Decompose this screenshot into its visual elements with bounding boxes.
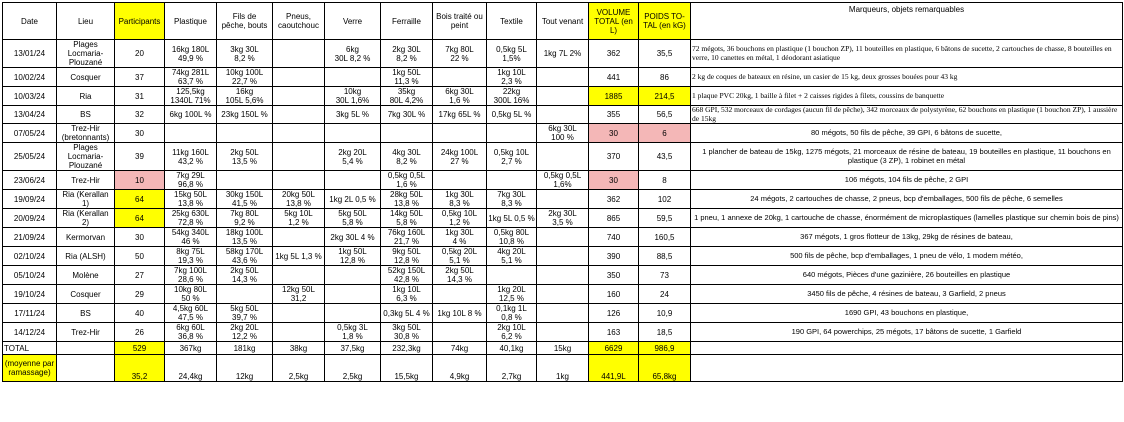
cell-pneus bbox=[273, 323, 325, 342]
total-bois: 74kg bbox=[433, 342, 487, 355]
table-row bbox=[3, 106, 1123, 124]
average-label: (moyenne par ramassage) bbox=[3, 355, 57, 382]
cell-poids: 59,5 bbox=[639, 209, 691, 228]
average-marqueurs bbox=[691, 355, 1123, 382]
cell-volume: 362 bbox=[589, 40, 639, 68]
cell-ferraille: 4kg 30L 8,2 % bbox=[381, 143, 433, 171]
cell-lieu: Trez-Hir bbox=[57, 323, 115, 342]
cell-plastique: 15kg 50L 13,8 % bbox=[165, 190, 217, 209]
cell-date: 19/09/24 bbox=[3, 190, 57, 209]
table-row bbox=[3, 171, 1123, 190]
cell-pneus: 12kg 50L 31,2 bbox=[273, 285, 325, 304]
cell-lieu: Ria (ALSH) bbox=[57, 247, 115, 266]
cell-marqueurs: 80 mégots, 50 fils de pêche, 39 GPI, 6 bâtons de sucette, bbox=[691, 124, 1123, 143]
cell-ferraille: 76kg 160L 21,7 % bbox=[381, 228, 433, 247]
header-participants: Participants bbox=[115, 3, 165, 40]
cell-date: 02/10/24 bbox=[3, 247, 57, 266]
cell-plastique: 74kg 281L 63,7 % bbox=[165, 68, 217, 87]
cell-fils: 58kg 170L 43,6 % bbox=[217, 247, 273, 266]
cell-plastique: 25kg 630L 72,8 % bbox=[165, 209, 217, 228]
cell-textile: 0,5kg 10L 2,7 % bbox=[487, 143, 537, 171]
header-marqueurs: Marqueurs, objets remarquables bbox=[691, 3, 1123, 40]
cell-pneus bbox=[273, 171, 325, 190]
total-volume: 6629 bbox=[589, 342, 639, 355]
cell-textile: 4kg 20L 5,1 % bbox=[487, 247, 537, 266]
average-plastique: 24,4kg bbox=[165, 355, 217, 382]
average-volume: 441,9L bbox=[589, 355, 639, 382]
average-textile: 2,7kg bbox=[487, 355, 537, 382]
header-date: Date bbox=[3, 3, 57, 40]
cell-bois bbox=[433, 285, 487, 304]
cell-bois: 6kg 30L 1,6 % bbox=[433, 87, 487, 106]
cell-volume: 126 bbox=[589, 304, 639, 323]
cell-pneus: 20kg 50L 13,8 % bbox=[273, 190, 325, 209]
total-ferraille: 232,3kg bbox=[381, 342, 433, 355]
cell-lieu: BS bbox=[57, 304, 115, 323]
cell-verre bbox=[325, 124, 381, 143]
cell-textile: 1kg 20L 12,5 % bbox=[487, 285, 537, 304]
cell-verre: 2kg 30L 4 % bbox=[325, 228, 381, 247]
header-lieu: Lieu bbox=[57, 3, 115, 40]
table-row bbox=[3, 247, 1123, 266]
cell-tout-venant bbox=[537, 247, 589, 266]
cell-poids: 214,5 bbox=[639, 87, 691, 106]
cell-poids: 8 bbox=[639, 171, 691, 190]
table-row bbox=[3, 190, 1123, 209]
cell-tout-venant bbox=[537, 106, 589, 124]
average-fils: 12kg bbox=[217, 355, 273, 382]
cell-lieu: Cosquer bbox=[57, 68, 115, 87]
cell-poids: 24 bbox=[639, 285, 691, 304]
cell-textile: 0,5kg 80L 10,8 % bbox=[487, 228, 537, 247]
table-row bbox=[3, 228, 1123, 247]
cell-lieu: Cosquer bbox=[57, 285, 115, 304]
average-pneus: 2,5kg bbox=[273, 355, 325, 382]
cell-volume: 865 bbox=[589, 209, 639, 228]
cell-tout-venant: 6kg 30L 100 % bbox=[537, 124, 589, 143]
cell-date: 20/09/24 bbox=[3, 209, 57, 228]
cell-plastique: 6kg 60L 36,8 % bbox=[165, 323, 217, 342]
cell-volume: 30 bbox=[589, 124, 639, 143]
cell-poids: 88,5 bbox=[639, 247, 691, 266]
cell-textile bbox=[487, 266, 537, 285]
cell-bois: 2kg 50L 14,3 % bbox=[433, 266, 487, 285]
cell-plastique: 7kg 29L 96,8 % bbox=[165, 171, 217, 190]
cell-date: 13/01/24 bbox=[3, 40, 57, 68]
cell-plastique: 54kg 340L 46 % bbox=[165, 228, 217, 247]
cell-participants: 20 bbox=[115, 40, 165, 68]
cell-pneus bbox=[273, 106, 325, 124]
cell-ferraille: 7kg 30L % bbox=[381, 106, 433, 124]
cell-bois bbox=[433, 171, 487, 190]
cell-textile: 0,5kg 5L 1,5% bbox=[487, 40, 537, 68]
cell-verre: 10kg 30L 1,6% bbox=[325, 87, 381, 106]
total-textile: 40,1kg bbox=[487, 342, 537, 355]
cell-bois: 0,5kg 20L 5,1 % bbox=[433, 247, 487, 266]
cell-volume: 362 bbox=[589, 190, 639, 209]
cell-verre: 3kg 5L % bbox=[325, 106, 381, 124]
cell-verre: 5kg 50L 5,8 % bbox=[325, 209, 381, 228]
cell-pneus bbox=[273, 304, 325, 323]
total-label: TOTAL bbox=[3, 342, 57, 355]
table-body bbox=[3, 40, 1123, 342]
total-poids: 986,9 bbox=[639, 342, 691, 355]
cell-marqueurs: 500 fils de pêche, bcp d'emballages, 1 pneu de vélo, 1 modem météo, bbox=[691, 247, 1123, 266]
cell-textile bbox=[487, 124, 537, 143]
cell-ferraille: 14kg 50L 5,8 % bbox=[381, 209, 433, 228]
average-lieu bbox=[57, 355, 115, 382]
cell-marqueurs: 1 pneu, 1 annexe de 20kg, 1 cartouche de chasse, énormément de microplastiques (lamelles plastique sur chemin bois de pins) bbox=[691, 209, 1123, 228]
cell-verre: 0,5kg 3L 1,8 % bbox=[325, 323, 381, 342]
cell-textile: 0,5kg 5L % bbox=[487, 106, 537, 124]
cell-ferraille: 35kg 80L 4,2% bbox=[381, 87, 433, 106]
cell-volume: 160 bbox=[589, 285, 639, 304]
cell-ferraille: 3kg 50L 30,8 % bbox=[381, 323, 433, 342]
cell-tout-venant bbox=[537, 266, 589, 285]
cell-date: 19/10/24 bbox=[3, 285, 57, 304]
cell-ferraille: 9kg 50L 12,8 % bbox=[381, 247, 433, 266]
cell-poids: 56,5 bbox=[639, 106, 691, 124]
cell-poids: 18,5 bbox=[639, 323, 691, 342]
cell-poids: 6 bbox=[639, 124, 691, 143]
cell-lieu: Ria (Kerallan 2) bbox=[57, 209, 115, 228]
cell-bois: 1kg 30L 8,3 % bbox=[433, 190, 487, 209]
cell-textile: 1kg 5L 0,5 % bbox=[487, 209, 537, 228]
cell-plastique: 7kg 100L 28,6 % bbox=[165, 266, 217, 285]
cell-fils: 3kg 30L 8,2 % bbox=[217, 40, 273, 68]
table-row bbox=[3, 87, 1123, 106]
cell-verre: 1kg 50L 12,8 % bbox=[325, 247, 381, 266]
cell-date: 07/05/24 bbox=[3, 124, 57, 143]
cell-bois: 1kg 10L 8 % bbox=[433, 304, 487, 323]
cell-verre: 6kg 30L 8,2 % bbox=[325, 40, 381, 68]
table-row bbox=[3, 323, 1123, 342]
table-row bbox=[3, 40, 1123, 68]
cell-textile: 7kg 30L 8,3 % bbox=[487, 190, 537, 209]
cell-plastique: 8kg 75L 19,3 % bbox=[165, 247, 217, 266]
cell-bois bbox=[433, 68, 487, 87]
cell-volume: 30 bbox=[589, 171, 639, 190]
cell-fils: 23kg 150L % bbox=[217, 106, 273, 124]
header-textile: Textile bbox=[487, 3, 537, 40]
cell-pneus bbox=[273, 124, 325, 143]
cell-tout-venant bbox=[537, 87, 589, 106]
cell-lieu: Molène bbox=[57, 266, 115, 285]
average-bois: 4,9kg bbox=[433, 355, 487, 382]
cell-ferraille: 1kg 10L 6,3 % bbox=[381, 285, 433, 304]
cell-participants: 30 bbox=[115, 228, 165, 247]
cell-marqueurs: 1 plaque PVC 20kg, 1 baille à filet + 2 caisses rigides à filets, coussins de banquette bbox=[691, 87, 1123, 106]
cell-tout-venant bbox=[537, 304, 589, 323]
cell-verre: 2kg 20L 5,4 % bbox=[325, 143, 381, 171]
cell-pneus bbox=[273, 228, 325, 247]
cell-fils bbox=[217, 124, 273, 143]
cell-participants: 64 bbox=[115, 190, 165, 209]
header-fils: Fils de pêche, bouts bbox=[217, 3, 273, 40]
average-participants: 35,2 bbox=[115, 355, 165, 382]
cell-ferraille: 28kg 50L 13,8 % bbox=[381, 190, 433, 209]
cell-tout-venant: 1kg 7L 2% bbox=[537, 40, 589, 68]
cell-bois: 0,5kg 10L 1,2 % bbox=[433, 209, 487, 228]
cell-marqueurs: 367 mégots, 1 gros flotteur de 13kg, 29kg de résines de bateau, bbox=[691, 228, 1123, 247]
cell-bois: 1kg 30L 4 % bbox=[433, 228, 487, 247]
cell-plastique: 6kg 100L % bbox=[165, 106, 217, 124]
cell-marqueurs: 1690 GPI, 43 bouchons en plastique, bbox=[691, 304, 1123, 323]
cell-fils: 2kg 20L 12,2 % bbox=[217, 323, 273, 342]
cell-pneus bbox=[273, 87, 325, 106]
cell-tout-venant: 2kg 30L 3,5 % bbox=[537, 209, 589, 228]
cell-ferraille: 1kg 50L 11,3 % bbox=[381, 68, 433, 87]
cell-pneus bbox=[273, 266, 325, 285]
cell-participants: 29 bbox=[115, 285, 165, 304]
cell-tout-venant bbox=[537, 143, 589, 171]
header-verre: Verre bbox=[325, 3, 381, 40]
cell-bois bbox=[433, 124, 487, 143]
header-volume: VOLUME TOTAL (en L) bbox=[589, 3, 639, 40]
cell-textile: 0,1kg 1L 0,8 % bbox=[487, 304, 537, 323]
cell-participants: 39 bbox=[115, 143, 165, 171]
table-row bbox=[3, 266, 1123, 285]
table-row bbox=[3, 68, 1123, 87]
cell-verre bbox=[325, 68, 381, 87]
cell-bois bbox=[433, 323, 487, 342]
cell-fils: 2kg 50L 13,5 % bbox=[217, 143, 273, 171]
cell-textile: 2kg 10L 6,2 % bbox=[487, 323, 537, 342]
cell-date: 21/09/24 bbox=[3, 228, 57, 247]
cell-volume: 390 bbox=[589, 247, 639, 266]
cell-lieu: BS bbox=[57, 106, 115, 124]
cell-bois: 17kg 65L % bbox=[433, 106, 487, 124]
header-row bbox=[3, 3, 1123, 40]
cell-ferraille: 2kg 30L 8,2 % bbox=[381, 40, 433, 68]
cell-participants: 50 bbox=[115, 247, 165, 266]
average-poids: 65,8kg bbox=[639, 355, 691, 382]
cell-poids: 10,9 bbox=[639, 304, 691, 323]
cell-lieu: Plages Locmaria- Plouzané bbox=[57, 40, 115, 68]
cell-textile: 22kg 300L 16% bbox=[487, 87, 537, 106]
table-row bbox=[3, 285, 1123, 304]
cell-tout-venant bbox=[537, 228, 589, 247]
cell-lieu: Trez-Hir bbox=[57, 171, 115, 190]
cell-pneus: 1kg 5L 1,3 % bbox=[273, 247, 325, 266]
cell-volume: 1885 bbox=[589, 87, 639, 106]
cell-tout-venant bbox=[537, 68, 589, 87]
cell-poids: 35,5 bbox=[639, 40, 691, 68]
total-marqueurs bbox=[691, 342, 1123, 355]
cell-plastique: 4,5kg 60L 47,5 % bbox=[165, 304, 217, 323]
cell-poids: 43,5 bbox=[639, 143, 691, 171]
cell-date: 13/04/24 bbox=[3, 106, 57, 124]
cell-volume: 163 bbox=[589, 323, 639, 342]
header-tout-venant: Tout venant bbox=[537, 3, 589, 40]
average-verre: 2,5kg bbox=[325, 355, 381, 382]
total-verre: 37,5kg bbox=[325, 342, 381, 355]
cell-ferraille bbox=[381, 124, 433, 143]
header-plastique: Plastique bbox=[165, 3, 217, 40]
cell-volume: 740 bbox=[589, 228, 639, 247]
cell-participants: 37 bbox=[115, 68, 165, 87]
cell-fils: 7kg 80L 9,2 % bbox=[217, 209, 273, 228]
cell-participants: 30 bbox=[115, 124, 165, 143]
cell-plastique: 11kg 160L 43,2 % bbox=[165, 143, 217, 171]
cell-ferraille: 52kg 150L 42,8 % bbox=[381, 266, 433, 285]
cell-tout-venant bbox=[537, 323, 589, 342]
cell-volume: 441 bbox=[589, 68, 639, 87]
cell-textile bbox=[487, 171, 537, 190]
cell-marqueurs: 3450 fils de pêche, 4 résines de bateau, 3 Garfield, 2 pneus bbox=[691, 285, 1123, 304]
cell-fils: 30kg 150L 41,5 % bbox=[217, 190, 273, 209]
cell-marqueurs: 190 GPI, 64 powerchips, 25 mégots, 17 bâtons de sucette, 1 Garfield bbox=[691, 323, 1123, 342]
total-plastique: 367kg bbox=[165, 342, 217, 355]
cell-lieu: Ria (Kerallan 1) bbox=[57, 190, 115, 209]
cell-fils: 5kg 50L 39,7 % bbox=[217, 304, 273, 323]
cell-date: 23/06/24 bbox=[3, 171, 57, 190]
cell-participants: 64 bbox=[115, 209, 165, 228]
total-pneus: 38kg bbox=[273, 342, 325, 355]
average-ferraille: 15,5kg bbox=[381, 355, 433, 382]
cell-marqueurs: 640 mégots, Pièces d'une gazinière, 26 bouteilles en plastique bbox=[691, 266, 1123, 285]
cell-participants: 31 bbox=[115, 87, 165, 106]
table-row bbox=[3, 209, 1123, 228]
cell-volume: 370 bbox=[589, 143, 639, 171]
cell-verre: 1kg 2L 0,5 % bbox=[325, 190, 381, 209]
average-row bbox=[3, 355, 1123, 382]
cell-fils: 2kg 50L 14,3 % bbox=[217, 266, 273, 285]
cell-pneus bbox=[273, 68, 325, 87]
cell-plastique: 10kg 80L 50 % bbox=[165, 285, 217, 304]
cell-plastique: 125,5kg 1340L 71% bbox=[165, 87, 217, 106]
cell-fils: 16kg 105L 5,6% bbox=[217, 87, 273, 106]
total-participants: 529 bbox=[115, 342, 165, 355]
cell-date: 17/11/24 bbox=[3, 304, 57, 323]
cell-participants: 26 bbox=[115, 323, 165, 342]
cell-marqueurs: 106 mégots, 104 fils de pêche, 2 GPI bbox=[691, 171, 1123, 190]
cell-pneus bbox=[273, 40, 325, 68]
average-tout-venant: 1kg bbox=[537, 355, 589, 382]
cell-marqueurs: 1 plancher de bateau de 15kg, 1275 mégots, 21 morceaux de résine de bateau, 19 bouteilles en plastique, 11 bouchons en plastique (3 ZP), 1 robinet en métal bbox=[691, 143, 1123, 171]
cell-tout-venant bbox=[537, 285, 589, 304]
cell-date: 10/03/24 bbox=[3, 87, 57, 106]
header-poids: POIDS TO- TAL (en kG) bbox=[639, 3, 691, 40]
cell-poids: 102 bbox=[639, 190, 691, 209]
cell-verre bbox=[325, 171, 381, 190]
cell-pneus bbox=[273, 143, 325, 171]
header-bois: Bois traité ou peint bbox=[433, 3, 487, 40]
cell-poids: 73 bbox=[639, 266, 691, 285]
cell-participants: 27 bbox=[115, 266, 165, 285]
cell-fils: 10kg 100L 22,7 % bbox=[217, 68, 273, 87]
cell-verre bbox=[325, 266, 381, 285]
cell-tout-venant: 0,5kg 0,5L 1,6% bbox=[537, 171, 589, 190]
total-tout-venant: 15kg bbox=[537, 342, 589, 355]
table-row bbox=[3, 304, 1123, 323]
cell-marqueurs: 72 mégots, 36 bouchons en plastique (1 bouchon ZP), 11 bouteilles en plastique, 6 bâtons de sucette, 2 cartouches de chasse, 8 bouteilles en verre, 10 canettes en métal, 1 déodorant asiatique bbox=[691, 40, 1123, 68]
cell-participants: 32 bbox=[115, 106, 165, 124]
cell-lieu: Ria bbox=[57, 87, 115, 106]
cell-date: 10/02/24 bbox=[3, 68, 57, 87]
cell-poids: 86 bbox=[639, 68, 691, 87]
cell-volume: 350 bbox=[589, 266, 639, 285]
cell-date: 14/12/24 bbox=[3, 323, 57, 342]
cell-marqueurs: 24 mégots, 2 cartouches de chasse, 2 pneus, bcp d'emballages, 500 fils de pêche, 6 semelles bbox=[691, 190, 1123, 209]
cell-fils bbox=[217, 285, 273, 304]
cell-lieu: Trez-Hir (bretonnants) bbox=[57, 124, 115, 143]
cell-textile: 1kg 10L 2,3 % bbox=[487, 68, 537, 87]
cell-participants: 10 bbox=[115, 171, 165, 190]
cell-ferraille: 0,3kg 5L 4 % bbox=[381, 304, 433, 323]
cell-plastique: 16kg 180L 49,9 % bbox=[165, 40, 217, 68]
header-pneus: Pneus, caoutchouc bbox=[273, 3, 325, 40]
table-row bbox=[3, 124, 1123, 143]
cell-volume: 355 bbox=[589, 106, 639, 124]
cell-pneus: 5kg 10L 1,2 % bbox=[273, 209, 325, 228]
cell-marqueurs: 2 kg de coques de bateaux en résine, un casier de 15 kg, deux grosses bouées pour 43 kg bbox=[691, 68, 1123, 87]
cell-fils bbox=[217, 171, 273, 190]
total-row bbox=[3, 342, 1123, 355]
cell-poids: 160,5 bbox=[639, 228, 691, 247]
cell-tout-venant bbox=[537, 190, 589, 209]
table-row bbox=[3, 143, 1123, 171]
waste-collection-table bbox=[2, 2, 1123, 382]
cell-lieu: Kermorvan bbox=[57, 228, 115, 247]
cell-fils: 18kg 100L 13,5 % bbox=[217, 228, 273, 247]
cell-bois: 7kg 80L 22 % bbox=[433, 40, 487, 68]
cell-verre bbox=[325, 304, 381, 323]
cell-bois: 24kg 100L 27 % bbox=[433, 143, 487, 171]
total-fils: 181kg bbox=[217, 342, 273, 355]
cell-ferraille: 0,5kg 0,5L 1,6 % bbox=[381, 171, 433, 190]
header-ferraille: Ferraille bbox=[381, 3, 433, 40]
cell-participants: 40 bbox=[115, 304, 165, 323]
cell-date: 05/10/24 bbox=[3, 266, 57, 285]
cell-plastique bbox=[165, 124, 217, 143]
cell-lieu: Plages Locmaria- Plouzané bbox=[57, 143, 115, 171]
cell-marqueurs: 668 GPI, 532 morceaux de cordages (aucun fil de pêche), 342 morceaux de polystyrène, 62 bouchons en plastique (1 bouchon ZP), 1 aussière de 15kg bbox=[691, 106, 1123, 124]
total-lieu bbox=[57, 342, 115, 355]
cell-date: 25/05/24 bbox=[3, 143, 57, 171]
cell-verre bbox=[325, 285, 381, 304]
